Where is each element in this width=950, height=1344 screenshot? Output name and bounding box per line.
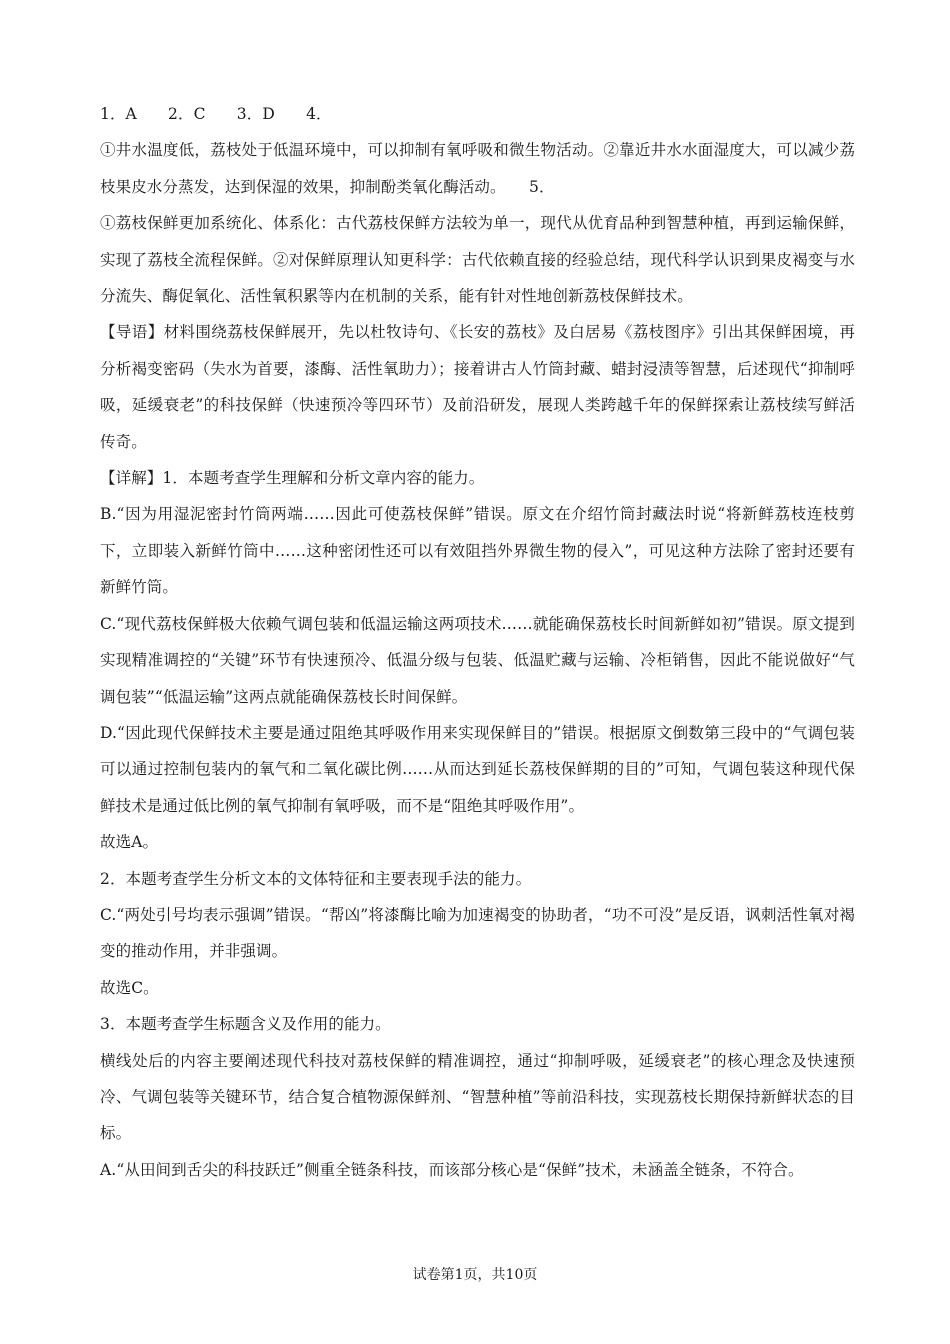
detail-q1-option-b: B.“因为用湿泥密封竹筒两端……因此可使荔枝保鲜”错误。原文在介绍竹筒封藏法时说“将新鲜荔枝连枝剪下，立即装入新鲜竹筒中……这种密闭性还可以有效阻挡外界微生物的侵入”，可见这种方法除了密封还要有新鲜竹筒。 <box>100 505 855 597</box>
answer-key-line: 1．A 2．C 3．D 4． <box>100 105 332 123</box>
intro-guide-paragraph: 【导语】材料围绕荔枝保鲜展开，先以杜牧诗句、《长安的荔枝》及白居易《荔枝图序》引出其保鲜困境，再分析褐变密码（失水为首要，漆酶、活性氧助力）；接着讲古人竹筒封藏、蜡封浸渍等智慧，后述现代“抑制呼吸，延缓衰老”的科技保鲜（快速预冷等四环节）及前沿研发，展现人类跨越千年的保鲜探索让荔枝续写鲜活传奇。 <box>100 323 855 451</box>
detail-q1-conclusion: 故选A。 <box>100 833 159 852</box>
answer-content <box>100 96 855 1188</box>
answer-4-text: ①井水温度低，荔枝处于低温环境中，可以抑制有氧呼吸和微生物活动。②靠近井水水面湿度大，可以减少荔枝果皮水分蒸发，达到保湿的效果，抑制酚类氧化酶活动。 5． <box>100 141 855 196</box>
page-footer: 试卷第1页，共10页 <box>412 1267 538 1283</box>
detail-q1-option-d: D.“因此现代保鲜技术主要是通过阻绝其呼吸作用来实现保鲜目的”错误。根据原文倒数第三段中的“气调包装可以通过控制包装内的氧气和二氧化碳比例……从而达到延长荔枝保鲜期的目的”可知，气调包装这种现代保鲜技术是通过低比例的氧气抑制有氧呼吸，而不是“阻绝其呼吸作用”。 <box>100 723 855 815</box>
detail-q3-option-a: A.“从田间到舌尖的科技跃迁”侧重全链条科技，而该部分核心是“保鲜”技术，未涵盖全链条，不符合。 <box>100 1160 804 1179</box>
detail-q3-heading: 3．本题考查学生标题含义及作用的能力。 <box>100 1015 391 1034</box>
detail-q2-heading: 2．本题考查学生分析文本的文体特征和主要表现手法的能力。 <box>100 869 532 888</box>
detail-q1-option-c: C.“现代荔枝保鲜极大依赖气调包装和低温运输这两项技术……就能确保荔枝长时间新鲜如初”错误。原文提到实现精准调控的“关键”环节有快速预冷、低温分级与包装、低温贮藏与运输、冷柜销售，因此不能说做好“气调包装”“低温运输”这两点就能确保荔枝长时间保鲜。 <box>100 614 855 706</box>
detail-q2-option-c: C.“两处引号均表示强调”错误。“帮凶”将漆酶比喻为加速褐变的协助者，“功不可没”是反语，讽刺活性氧对褐变的推动作用，并非强调。 <box>100 905 855 961</box>
detail-q3-analysis: 横线处后的内容主要阐述现代科技对荔枝保鲜的精准调控，通过“抑制呼吸，延缓衰老”的核心理念及快速预冷、气调包装等关键环节，结合复合植物源保鲜剂、“智慧种植”等前沿科技，实现荔枝长期保持新鲜状态的目标。 <box>100 1051 855 1143</box>
answer-5-text: ①荔枝保鲜更加系统化、体系化：古代荔枝保鲜方法较为单一，现代从优育品种到智慧种植，再到运输保鲜，实现了荔枝全流程保鲜。②对保鲜原理认知更科学：古代依赖直接的经验总结，现代科学认识到果皮褐变与水分流失、酶促氧化、活性氧积累等内在机制的关系，能有针对性地创新荔枝保鲜技术。 <box>100 214 855 306</box>
detail-q2-conclusion: 故选C。 <box>100 978 159 997</box>
detail-q1-heading: 【详解】1．本题考查学生理解和分析文章内容的能力。 <box>100 469 485 488</box>
